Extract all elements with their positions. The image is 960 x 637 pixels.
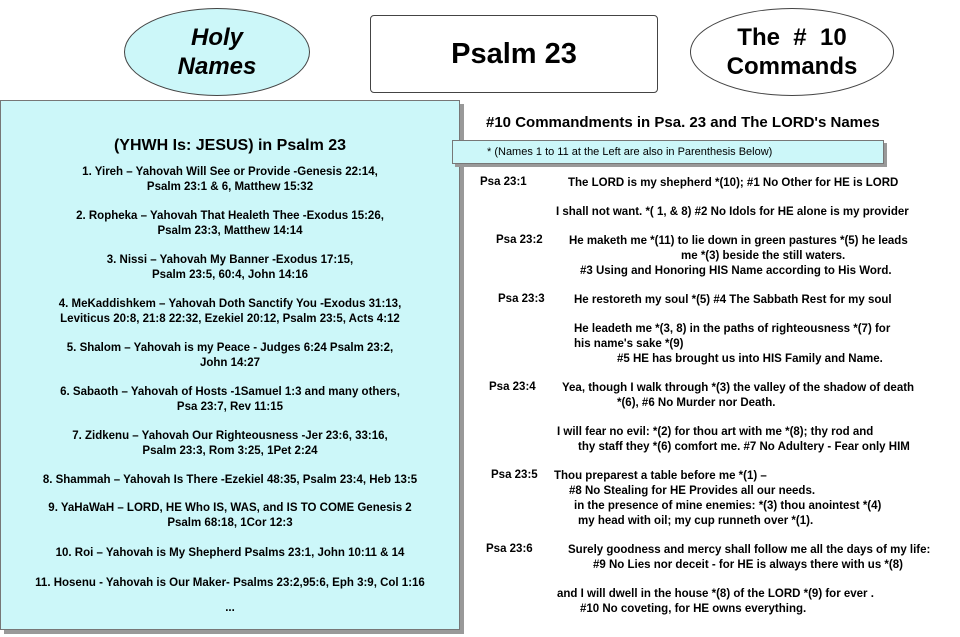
name-item-11	[1, 576, 459, 591]
verse-line: #10 No coveting, for HE owns everything.	[580, 603, 807, 615]
verse-line: *(6), #6 No Murder nor Death.	[617, 397, 776, 409]
verse-line: thy staff they *(6) comfort me. #7 No Adultery - Fear only HIM	[578, 441, 910, 453]
name-line: John 14:27	[199, 357, 261, 369]
ellipsis: ...	[225, 602, 235, 614]
verse-line: in the presence of mine enemies: *(3) thou anointest *(4)	[574, 500, 882, 512]
verse-line: his name's sake *(9)	[574, 338, 684, 350]
verse-line: #8 No Stealing for HE Provides all our needs.	[569, 485, 816, 497]
name-line: 10. Roi – Yahovah is My Shepherd Psalms 23:1, John 10:11 & 14	[55, 547, 405, 559]
verse-line: I will fear no evil: *(2) for thou art with me *(8); thy rod and	[557, 426, 874, 438]
name-item-2	[1, 209, 459, 239]
verse-line: #5 HE has brought us into HIS Family and Name.	[617, 353, 883, 365]
verse-line: He maketh me *(11) to lie down in green pastures *(5) he leads	[569, 235, 908, 247]
name-line: Psalm 23:3, Rom 3:25, 1Pet 2:24	[142, 445, 318, 457]
verse-ref: Psa 23:5	[491, 469, 538, 481]
name-item-1	[1, 165, 459, 195]
verse-ref: Psa 23:6	[486, 543, 533, 555]
verse-line: He leadeth me *(3, 8) in the paths of righteousness *(7) for	[574, 323, 891, 335]
holy-names-heading: (YHWH Is: JESUS) in Psalm 23	[113, 137, 347, 154]
verse-line: Yea, though I walk through *(3) the valley of the shadow of death	[562, 382, 915, 394]
name-line: 5. Shalom – Yahovah is my Peace - Judges 6:24 Psalm 23:2,	[66, 342, 394, 354]
name-line: Psalm 23:3, Matthew 14:14	[157, 225, 303, 237]
verse-line: He restoreth my soul *(5) #4 The Sabbath Rest for my soul	[574, 294, 892, 306]
holy-names-oval	[124, 8, 310, 96]
name-item-8	[1, 473, 459, 488]
parenthesis-note: * (Names 1 to 11 at the Left are also in Parenthesis Below)	[452, 140, 884, 164]
verse-line: #3 Using and Honoring HIS Name according to His Word.	[580, 265, 892, 277]
name-item-6	[1, 385, 459, 415]
name-line: Psalm 68:18, 1Cor 12:3	[167, 517, 293, 529]
verse-line: me *(3) beside the still waters.	[681, 250, 846, 262]
verse-line: The LORD is my shepherd *(10); #1 No Other for HE is LORD	[568, 177, 899, 189]
name-line: Psalm 23:5, 60:4, John 14:16	[152, 269, 308, 281]
name-item-5	[1, 341, 459, 371]
name-item-3	[1, 253, 459, 283]
verse-ref: Psa 23:2	[496, 234, 543, 246]
commandments-heading: #10 Commandments in Psa. 23 and The LORD's Names	[486, 114, 880, 131]
commandments-line-2: Commands	[726, 53, 858, 80]
name-item-7	[1, 429, 459, 459]
name-line: 11. Hosenu - Yahovah is Our Maker- Psalms 23:2,95:6, Eph 3:9, Col 1:16	[35, 577, 425, 589]
verse-ref: Psa 23:3	[498, 293, 545, 305]
name-line: 9. YaHaWaH – LORD, HE Who IS, WAS, and IS TO COME Genesis 2	[48, 502, 412, 514]
name-line: 8. Shammah – Yahovah Is There -Ezekiel 48:35, Psalm 23:4, Heb 13:5	[42, 474, 418, 486]
name-line: 6. Sabaoth – Yahovah of Hosts -1Samuel 1:3 and many others,	[60, 386, 400, 398]
name-line: Leviticus 20:8, 21:8 22:32, Ezekiel 20:12, Psalm 23:5, Acts 4:12	[60, 313, 400, 325]
name-item-4	[1, 297, 459, 327]
name-item-10	[1, 546, 459, 561]
page-title: Psalm 23	[370, 15, 658, 93]
name-line: 3. Nissi – Yahovah My Banner -Exodus 17:15,	[106, 254, 354, 266]
verse-ref: Psa 23:4	[489, 381, 536, 393]
name-line: 4. MeKaddishkem – Yahovah Doth Sanctify You -Exodus 31:13,	[58, 298, 402, 310]
holy-names-line-1: Holy	[190, 24, 243, 51]
verse-line: Surely goodness and mercy shall follow me all the days of my life:	[568, 544, 931, 556]
commandments-line-1: The # 10	[737, 24, 847, 51]
verse-ref: Psa 23:1	[480, 176, 527, 188]
verse-line: Thou preparest a table before me *(1) –	[554, 470, 767, 482]
name-line: 7. Zidkenu – Yahovah Our Righteousness -Jer 23:6, 33:16,	[72, 430, 388, 442]
name-line: 1. Yireh – Yahovah Will See or Provide -Genesis 22:14,	[82, 166, 378, 178]
verse-line: #9 No Lies nor deceit - for HE is always there with us *(8)	[593, 559, 903, 571]
name-line: 2. Ropheka – Yahovah That Healeth Thee -Exodus 15:26,	[76, 210, 384, 222]
verse-line: my head with oil; my cup runneth over *(1).	[578, 515, 814, 527]
name-item-9	[1, 501, 459, 531]
holy-names-line-2: Names	[177, 53, 257, 80]
name-line: Psalm 23:1 & 6, Matthew 15:32	[146, 181, 314, 193]
verse-line: I shall not want. *( 1, & 8) #2 No Idols for HE alone is my provider	[556, 206, 909, 218]
commandments-oval	[690, 8, 894, 96]
holy-names-panel	[0, 100, 460, 630]
name-line: Psa 23:7, Rev 11:15	[176, 401, 284, 413]
verse-line: and I will dwell in the house *(8) of the LORD *(9) for ever .	[557, 588, 874, 600]
